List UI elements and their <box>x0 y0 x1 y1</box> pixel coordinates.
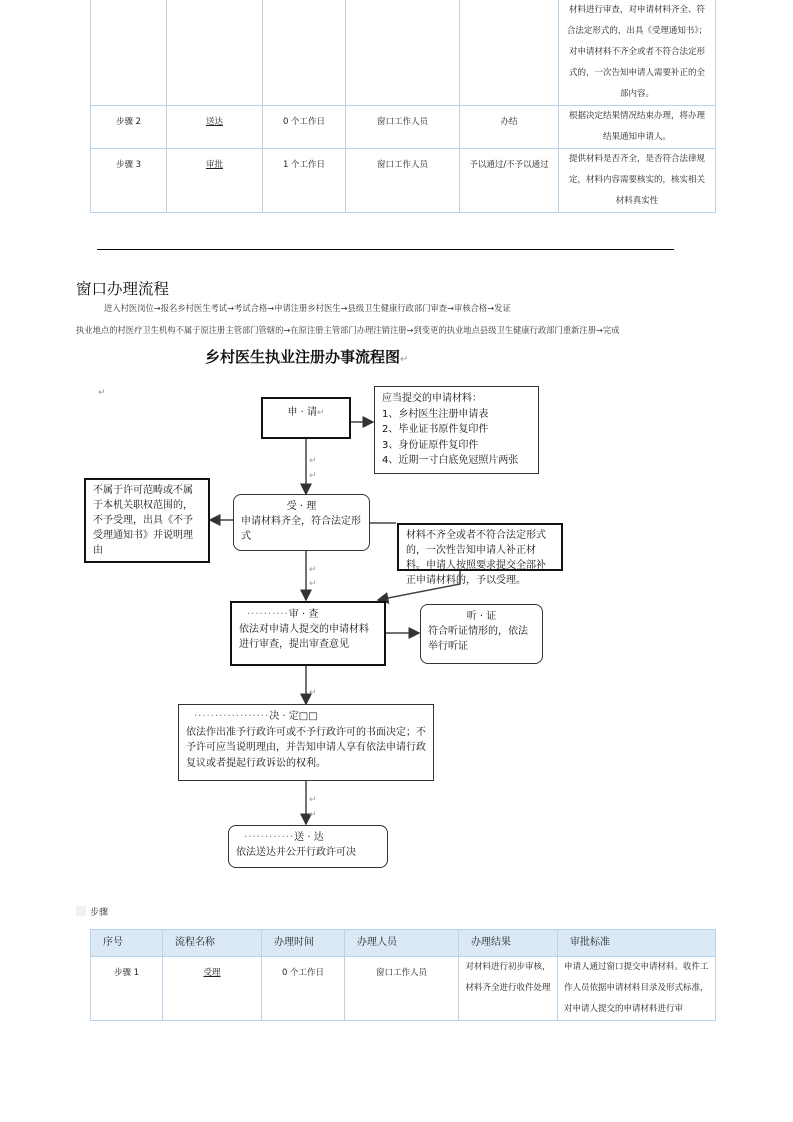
return-mark: ↵ <box>309 810 317 820</box>
return-mark: ↵ <box>309 688 317 698</box>
result-cell: 予以通过/不予以通过 <box>460 149 559 213</box>
return-mark: ↵ <box>309 471 317 481</box>
col-header: 审批标准 <box>558 930 716 957</box>
process-name-link[interactable]: 受理 <box>203 968 221 978</box>
steps-label: 步骤 <box>76 905 108 918</box>
criteria-cell: 申请人通过窗口提交申请材料。收件工作人员依据申请材料目录及形式标准，对申请人提交的申请材料进行审 <box>558 957 716 1021</box>
time-cell: 0 个工作日 <box>262 957 345 1021</box>
intro-line-2: 执业地点的村医疗卫生机构不属于原注册主管部门管辖的→在原注册主管部门办理注销注册→到变更的执业地点县级卫生健康行政部门重新注册→完成 <box>76 325 620 335</box>
table-row <box>91 957 716 1021</box>
return-mark: ↵ <box>309 456 317 466</box>
return-mark: ↵ <box>98 388 106 398</box>
result-cell: 对材料进行初步审核，材料齐全进行收件处理 <box>459 957 558 1021</box>
accept-box: 受 · 理 申请材料齐全，符合法定形式 <box>233 494 370 551</box>
incomplete-materials-box: 材料不齐全或者不符合法定形式的，一次性告知申请人补正材料。申请人按照要求提交全部补正申请材料的，予以受理。 <box>397 523 563 571</box>
materials-box: 应当提交的申请材料： 1、乡村医生注册申请表 2、毕业证书原件复印件 3、身份证原件复印件 4、近期一寸白底免冠照片两张 <box>374 386 539 474</box>
return-mark: ↵ <box>309 579 317 589</box>
return-mark: ↵ <box>309 795 317 805</box>
hearing-box: 听 · 证 符合听证情形的，依法举行听证 <box>420 604 543 664</box>
time-cell: 1 个工作日 <box>263 149 346 213</box>
process-name-link[interactable]: 审批 <box>205 160 223 170</box>
col-header: 办理结果 <box>459 930 558 957</box>
person-cell: 窗口工作人员 <box>346 149 460 213</box>
step-cell: 步骤 1 <box>91 957 163 1021</box>
review-box: ··········审 · 查 依法对申请人提交的申请材料进行审查，提出审查意见 <box>230 601 386 666</box>
return-mark: ↵ <box>309 565 317 575</box>
step-cell: 步骤 2 <box>91 106 167 149</box>
apply-box: 申 · 请↵ <box>261 397 351 439</box>
person-cell: 窗口工作人员 <box>345 957 459 1021</box>
section-title: 窗口办理流程 <box>76 280 170 298</box>
flowchart-title: 乡村医生执业注册办事流程图↵ <box>205 348 409 366</box>
col-header: 流程名称 <box>163 930 262 957</box>
col-header: 序号 <box>91 930 163 957</box>
person-cell: 窗口工作人员 <box>346 106 460 149</box>
col-header: 办理时间 <box>262 930 345 957</box>
process-name-link[interactable]: 送达 <box>205 117 223 127</box>
criteria-cell: 根据决定结果情况结束办理，将办理结果通知申请人。 <box>559 106 716 149</box>
result-cell: 办结 <box>460 106 559 149</box>
col-header: 办理人员 <box>345 930 459 957</box>
criteria-cell: 提供材料是否齐全，是否符合法律规定，材料内容需要核实的，核实相关材料真实性 <box>559 149 716 213</box>
steps-table <box>90 929 716 1021</box>
intro-line-1: 进入村医岗位→报名乡村医生考试→考试合格→申请注册乡村医生→县级卫生健康行政部门审查→审核合格→发证 <box>104 303 511 313</box>
not-within-scope-box: 不属于许可范畴或不属于本机关职权范围的，不予受理，出具《不予受理通知书》并说明理由 <box>84 478 210 563</box>
table-header-row <box>91 930 716 957</box>
time-cell: 0 个工作日 <box>263 106 346 149</box>
criteria-cell: 材料进行审查，对申请材料齐全、符合法定形式的，出具《受理通知书》；对申请材料不齐全或者不符合法定形式的，一次告知申请人需要补正的全部内容。 <box>559 0 716 106</box>
delivery-box: ············送 · 达 依法送达并公开行政许可决 <box>228 825 388 868</box>
decision-box: ··················决 · 定□□ 依法作出准予行政许可或不予行政许可的书面决定；不予许可应当说明理由，并告知申请人享有依法申请行政复议或者提起行政诉讼的权利。 <box>178 704 434 781</box>
step-cell: 步骤 3 <box>91 149 167 213</box>
